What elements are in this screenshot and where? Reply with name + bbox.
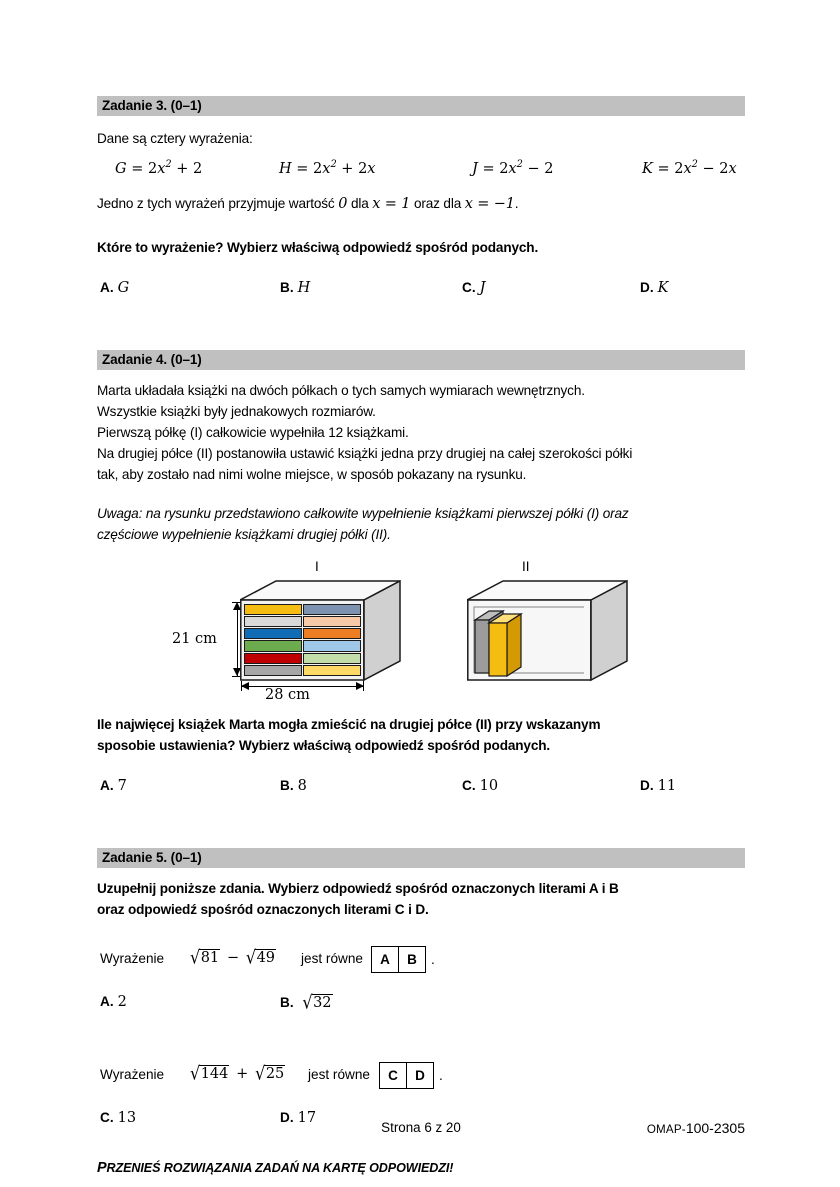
- sentence-2-period: .: [439, 1068, 443, 1083]
- task3-option-c[interactable]: [462, 280, 485, 296]
- answer-cell-d[interactable]: D: [406, 1063, 433, 1088]
- option-d-label: D.: [280, 1110, 294, 1125]
- option-c-label: C.: [462, 280, 476, 295]
- book-cell: [303, 628, 361, 639]
- expression-J: $J = 2x^2 - 2$: [472, 159, 554, 177]
- option-c-value: 10: [479, 778, 499, 794]
- notice-first-letter: P: [97, 1160, 107, 1176]
- option-d-label: D.: [640, 778, 654, 793]
- height-dimension-label: 21 cm: [172, 631, 217, 647]
- sqrt-49: √49: [245, 946, 276, 968]
- option-b-value-sqrt: √32: [302, 991, 332, 1013]
- statement-part3: oraz dla: [413, 196, 462, 211]
- option-d-label: D.: [640, 280, 654, 295]
- sentence-1-expression: [190, 946, 276, 968]
- width-dimension-label: 28 cm: [265, 687, 310, 703]
- task3-expressions: [97, 159, 745, 185]
- book-cell: [244, 653, 302, 664]
- page-number: Strona 6 z 20: [381, 1120, 461, 1135]
- task3-options: [97, 280, 745, 304]
- sentence-2-prefix: Wyrażenie: [100, 1067, 165, 1082]
- task4-note-line-2: częściowe wypełnienie książkami drugiej półki (II).: [97, 527, 391, 542]
- task4-options: [97, 778, 745, 802]
- book-cell: [303, 604, 361, 615]
- sqrt-25: √25: [255, 1062, 285, 1084]
- notice-text: RZENIEŚ ROZWIĄZANIA ZADAŃ NA KARTĘ ODPOWIEDZI!: [106, 1161, 454, 1175]
- statement-part2: dla: [350, 196, 369, 211]
- option-d-value: 17: [297, 1110, 317, 1126]
- sqrt-81: √81: [190, 946, 220, 968]
- book-cell: [244, 616, 302, 627]
- task3-intro: Dane są cztery wyrażenia:: [97, 131, 253, 146]
- statement-x-equals-1: x = 1: [372, 196, 411, 212]
- task5-option-b[interactable]: [280, 991, 333, 1013]
- task4-option-a[interactable]: [100, 778, 127, 794]
- shelf-1-box: [240, 580, 400, 680]
- shelf-2-label: II: [522, 559, 530, 574]
- statement-zero: 0: [338, 196, 348, 212]
- page-content: [97, 96, 745, 1176]
- task3-option-a[interactable]: [100, 280, 129, 296]
- book-cell: [244, 604, 302, 615]
- task5-sentence-1: [97, 946, 745, 976]
- task4-question-line-1: Ile najwięcej książek Marta mogła zmieścić na drugiej półce (II) przy wskazanym: [97, 717, 601, 732]
- book-cell: [244, 665, 302, 676]
- task5-instruction-line-1: Uzupełnij poniższe zdania. Wybierz odpowiedź spośród oznaczonych literami A i B: [97, 881, 619, 896]
- statement-x-equals-minus-1: x = −1: [464, 196, 515, 212]
- answer-cell-c[interactable]: C: [388, 1068, 398, 1083]
- expression-H: $H = 2x^2 + 2x$: [279, 159, 376, 177]
- answer-cell-b[interactable]: B: [398, 947, 425, 972]
- option-a-value: 2: [117, 994, 127, 1010]
- option-d-value: K: [657, 280, 669, 296]
- task4-line-3: Pierwszą półkę (I) całkowicie wypełniła 12 książkami.: [97, 425, 409, 440]
- task5-options-ab: [97, 991, 745, 1018]
- task5-sentence-2: [97, 1062, 745, 1092]
- expression-G: $G = 2x^2 + 2$: [115, 159, 203, 177]
- task5-option-a[interactable]: [100, 994, 127, 1010]
- option-b-value: H: [297, 280, 311, 296]
- sentence-1-period: .: [431, 952, 435, 967]
- option-a-value: G: [117, 280, 130, 296]
- document-code: [647, 1120, 745, 1136]
- book-gray-front: [475, 620, 489, 673]
- shelf-1-books: [243, 603, 361, 677]
- task4-line-2: Wszystkie książki były jednakowych rozmiarów.: [97, 404, 376, 419]
- option-b-label: B.: [280, 778, 294, 793]
- expression-K: $K = 2x^2 - 2x$: [642, 159, 737, 177]
- option-b-label: B.: [280, 995, 294, 1010]
- document-code-prefix: OMAP-: [646, 1123, 686, 1136]
- task4-line-1: Marta układała książki na dwóch półkach o tych samych wymiarach wewnętrznych.: [97, 383, 585, 398]
- answer-box-ab[interactable]: [371, 946, 426, 973]
- sentence-2-expression: [190, 1062, 285, 1084]
- statement-period: .: [514, 196, 519, 211]
- book-cell: [303, 653, 361, 664]
- sentence-1-middle: jest równe: [301, 951, 363, 966]
- task5-header: Zadanie 5. (0–1): [97, 848, 745, 868]
- book-cell: [303, 616, 361, 627]
- task4-option-c[interactable]: [462, 778, 498, 794]
- statement-part1: Jedno z tych wyrażeń przyjmuje wartość: [97, 196, 335, 211]
- book-yellow-side: [507, 614, 521, 676]
- option-a-label: A.: [100, 778, 114, 793]
- task3-statement: [97, 193, 745, 215]
- task3-header: Zadanie 3. (0–1): [97, 96, 745, 116]
- shelf-2-box: [467, 580, 627, 680]
- task3-option-b[interactable]: [280, 280, 310, 296]
- book-cell: [244, 628, 302, 639]
- option-c-label: C.: [462, 778, 476, 793]
- sentence-1-operator: −: [226, 950, 240, 966]
- answer-cell-a[interactable]: A: [380, 952, 390, 967]
- sqrt-144: √144: [190, 1062, 229, 1084]
- task4-line-4: Na drugiej półce (II) postanowiła ustawić książki jedna przy drugiej na całej szerokości półki: [97, 446, 633, 461]
- page-footer: [97, 1120, 745, 1140]
- option-a-value: 7: [117, 778, 127, 794]
- sentence-1-prefix: Wyrażenie: [100, 951, 165, 966]
- option-b-value: 8: [297, 778, 307, 794]
- transfer-answers-notice: [97, 1160, 745, 1176]
- task4-question-line-2: sposobie ustawienia? Wybierz właściwą odpowiedź spośród podanych.: [97, 738, 551, 753]
- task4-note-line-1: Uwaga: na rysunku przedstawiono całkowite wypełnienie książkami pierwszej półki (I) oraz: [97, 506, 629, 521]
- option-c-value: J: [479, 280, 486, 296]
- task4-header: Zadanie 4. (0–1): [97, 350, 745, 370]
- shelf-1-label: I: [315, 559, 319, 574]
- option-c-label: C.: [100, 1110, 114, 1125]
- shelves-figure: [97, 559, 745, 704]
- option-d-value: 11: [657, 778, 677, 794]
- sentence-2-middle: jest równe: [308, 1067, 370, 1082]
- task4-option-b[interactable]: [280, 778, 307, 794]
- book-cell: [303, 665, 361, 676]
- book-cell: [244, 640, 302, 651]
- option-b-label: B.: [280, 280, 294, 295]
- task4-line-5: tak, aby zostało nad nimi wolne miejsce, w sposób pokazany na rysunku.: [97, 467, 527, 482]
- document-code-suffix: 100-2305: [685, 1120, 745, 1136]
- option-c-value: 13: [117, 1110, 137, 1126]
- option-a-label: A.: [100, 994, 114, 1009]
- task4-option-d[interactable]: [640, 778, 676, 794]
- task5-instruction-line-2: oraz odpowiedź spośród oznaczonych literami C i D.: [97, 902, 429, 917]
- book-cell: [303, 640, 361, 651]
- sentence-2-operator: +: [236, 1066, 249, 1082]
- answer-box-cd[interactable]: [379, 1062, 434, 1089]
- task3-question: Które to wyrażenie? Wybierz właściwą odpowiedź spośród podanych.: [97, 240, 539, 255]
- option-a-label: A.: [100, 280, 114, 295]
- book-yellow-front: [489, 623, 507, 676]
- task3-option-d[interactable]: [640, 280, 668, 296]
